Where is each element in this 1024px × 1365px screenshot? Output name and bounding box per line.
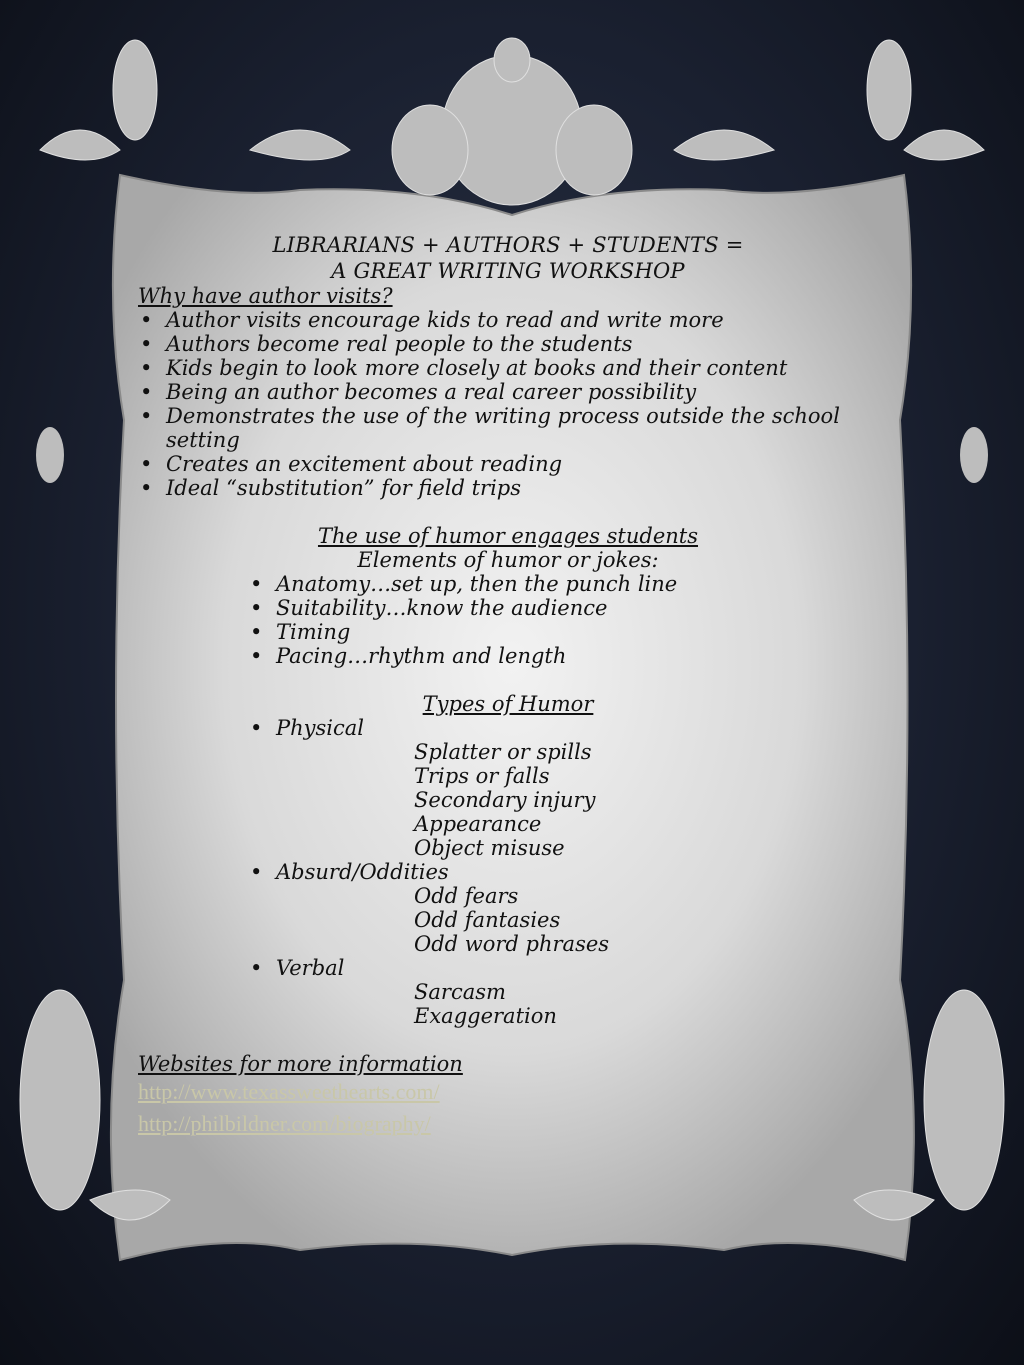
why-list	[138, 308, 878, 500]
type-item: Odd fantasies	[414, 908, 561, 932]
humor-heading: The use of humor engages students	[317, 524, 699, 548]
type-category: • Absurd/Oddities	[248, 860, 878, 884]
humor-element: • Timing	[248, 620, 878, 644]
title-line-1: LIBRARIANS + AUTHORS + STUDENTS =	[272, 233, 744, 257]
title-line-2: A GREAT WRITING WORKSHOP	[331, 259, 685, 283]
humor-subheading: Elements of humor or jokes:	[357, 548, 659, 572]
content	[138, 232, 878, 1140]
why-item: • Ideal “substitution” for field trips	[138, 476, 878, 500]
types-list	[248, 716, 878, 740]
types-heading: Types of Humor	[422, 692, 594, 716]
why-item: • Author visits encourage kids to read and write more	[138, 308, 878, 332]
type-item: Odd fears	[414, 884, 519, 908]
humor-element: • Pacing…rhythm and length	[248, 644, 878, 668]
why-item: • Being an author becomes a real career possibility	[138, 380, 878, 404]
why-item: • Kids begin to look more closely at books and their content	[138, 356, 878, 380]
humor-elements	[248, 572, 878, 668]
humor-element: • Suitability…know the audience	[248, 596, 878, 620]
type-item: Sarcasm	[414, 980, 506, 1004]
type-category: • Physical	[248, 716, 878, 740]
link-philbildner[interactable]: http://philbildner.com/biography/	[138, 1111, 431, 1136]
type-item: Exaggeration	[414, 1004, 557, 1028]
type-item: Trips or falls	[414, 764, 550, 788]
page-title	[138, 232, 878, 284]
why-item: • Demonstrates the use of the writing process outside the school setting	[138, 404, 878, 452]
type-item: Odd word phrases	[414, 932, 610, 956]
type-item: Appearance	[414, 812, 542, 836]
ornament-top	[40, 38, 984, 205]
why-item: • Creates an excitement about reading	[138, 452, 878, 476]
why-item: • Authors become real people to the students	[138, 332, 878, 356]
type-category: • Verbal	[248, 956, 878, 980]
why-heading: Why have author visits?	[138, 284, 393, 308]
websites-heading: Websites for more information	[138, 1052, 463, 1076]
humor-element: • Anatomy…set up, then the punch line	[248, 572, 878, 596]
link-texassweethearts[interactable]: http://www.texassweethearts.com/	[138, 1079, 440, 1104]
type-item: Secondary injury	[414, 788, 596, 812]
type-item: Object misuse	[414, 836, 565, 860]
type-item: Splatter or spills	[414, 740, 592, 764]
